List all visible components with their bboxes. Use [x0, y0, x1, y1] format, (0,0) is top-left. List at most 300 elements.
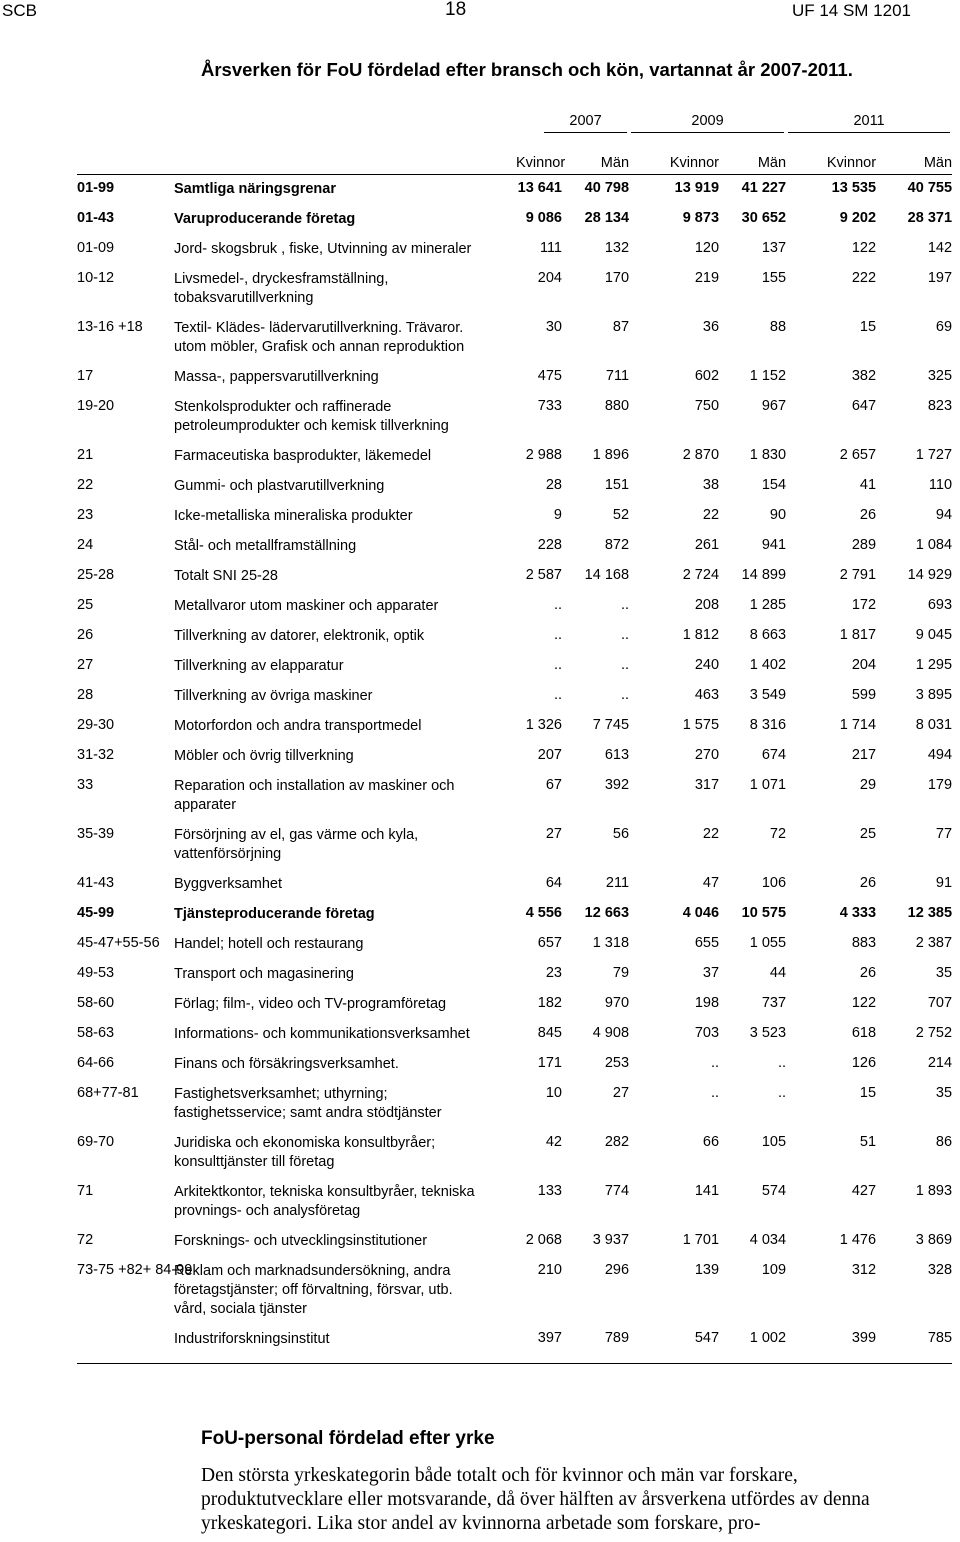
row-value: 211 — [605, 875, 630, 891]
row-value: 122 — [851, 240, 877, 256]
table-row — [77, 900, 952, 930]
row-value: 29 — [859, 777, 877, 793]
row-value: 109 — [761, 1262, 787, 1278]
row-code: 27 — [77, 657, 94, 673]
row-value: 35 — [935, 1085, 953, 1101]
row-label: Gummi- och plastvarutillverkning — [174, 478, 385, 494]
row-value: 4 034 — [749, 1232, 787, 1248]
row-code: 19-20 — [77, 398, 115, 414]
year-header: 2007 — [516, 103, 629, 139]
row-value: 674 — [761, 747, 787, 763]
row-code: 33 — [77, 777, 94, 793]
row-value: 15 — [859, 319, 877, 335]
row-value: 88 — [769, 319, 787, 335]
row-value: 1 084 — [915, 537, 953, 553]
row-value: 9 045 — [915, 627, 953, 643]
row-label: Möbler och övrig tillverkning — [174, 748, 354, 764]
row-value: 733 — [537, 398, 562, 414]
table-row — [77, 472, 952, 502]
row-code: 58-60 — [77, 995, 115, 1011]
row-value: 47 — [702, 875, 720, 891]
row-value: 204 — [537, 270, 562, 286]
table-row — [77, 742, 952, 772]
row-value: 547 — [694, 1330, 720, 1346]
row-value: .. — [777, 1085, 787, 1101]
row-label: Tillverkning av elapparatur — [174, 658, 344, 674]
row-code: 17 — [77, 368, 94, 384]
row-value: 37 — [702, 965, 720, 981]
row-value: 26 — [859, 965, 877, 981]
row-value: 270 — [694, 747, 720, 763]
row-value: 3 937 — [592, 1232, 630, 1248]
row-label: Förlag; film-, video och TV-programföretag — [174, 996, 447, 1012]
row-value: 618 — [851, 1025, 877, 1041]
row-value: 4 908 — [592, 1025, 630, 1041]
row-value: 1 893 — [915, 1183, 953, 1199]
row-value: 52 — [612, 507, 630, 523]
row-value: 7 745 — [592, 717, 630, 733]
row-label: Samtliga näringsgrenar — [174, 181, 336, 197]
row-value: 3 895 — [915, 687, 953, 703]
row-value: 69 — [935, 319, 953, 335]
row-value: 2 724 — [682, 567, 720, 583]
row-value: 22 — [702, 826, 720, 842]
table-row — [77, 314, 952, 363]
row-value: 8 663 — [749, 627, 787, 643]
row-value: 133 — [537, 1183, 562, 1199]
row-value: 4 333 — [839, 905, 877, 921]
row-label: Forsknings- och utvecklingsinstitutioner — [174, 1233, 428, 1249]
row-value: 28 — [545, 477, 562, 493]
row-value: 1 701 — [682, 1232, 720, 1248]
row-value: 774 — [604, 1183, 630, 1199]
row-value: 12 385 — [907, 905, 953, 921]
row-value: 1 285 — [749, 597, 787, 613]
row-value: .. — [553, 627, 562, 643]
row-label: Transport och magasinering — [174, 966, 354, 982]
year-header: 2009 — [629, 103, 786, 139]
table-row — [77, 1129, 952, 1178]
row-value: 26 — [859, 507, 877, 523]
row-value: 40 755 — [907, 180, 953, 196]
row-label: Stål- och metallframställning — [174, 538, 357, 554]
row-label: Varuproducerande företag — [174, 211, 356, 227]
row-value: 66 — [702, 1134, 720, 1150]
row-value: 214 — [927, 1055, 953, 1071]
row-value: 789 — [604, 1330, 630, 1346]
row-value: 219 — [694, 270, 720, 286]
row-code: 01-99 — [77, 180, 115, 196]
section-title: FoU-personal fördelad efter yrke — [201, 1428, 495, 1449]
row-value: 14 899 — [741, 567, 787, 583]
table-title: Årsverken för FoU fördelad efter bransch och kön, vartannat år 2007-2011. — [201, 59, 853, 80]
header-report-id: UF 14 SM 1201 — [791, 1, 911, 20]
row-value: 51 — [859, 1134, 877, 1150]
row-value: 110 — [928, 477, 953, 493]
row-value: 13 535 — [831, 180, 877, 196]
row-value: 41 — [859, 477, 877, 493]
table-row — [77, 1020, 952, 1050]
row-value: 9 873 — [682, 210, 720, 226]
row-value: 2 068 — [525, 1232, 562, 1248]
year-header: 2011 — [786, 103, 952, 139]
row-value: 23 — [545, 965, 562, 981]
row-label: Metallvaror utom maskiner och apparater — [174, 598, 439, 614]
row-value: 9 086 — [525, 210, 562, 226]
row-value: 86 — [935, 1134, 953, 1150]
row-value: .. — [620, 657, 630, 673]
row-value: 282 — [604, 1134, 630, 1150]
row-label: Icke-metalliska mineraliska produkter — [174, 508, 413, 524]
year-header-row — [77, 103, 952, 139]
row-value: 703 — [694, 1025, 720, 1041]
row-code: 68+77-81 — [77, 1085, 139, 1101]
row-value: 1 817 — [839, 627, 877, 643]
gender-header: Män — [923, 155, 953, 171]
row-value: 210 — [537, 1262, 562, 1278]
row-value: 1 002 — [749, 1330, 787, 1346]
row-value: 30 652 — [741, 210, 787, 226]
row-label: Livsmedel-, dryckesframställning, tobaksvarutillverkning — [174, 271, 389, 306]
row-value: 1 575 — [682, 717, 720, 733]
row-code: 25 — [77, 597, 94, 613]
table-row — [77, 821, 952, 870]
table-row — [77, 1325, 952, 1364]
row-value: 25 — [859, 826, 877, 842]
row-value: 154 — [761, 477, 787, 493]
row-value: 14 929 — [907, 567, 953, 583]
row-code: 24 — [77, 537, 94, 553]
row-value: 2 791 — [839, 567, 877, 583]
row-value: 12 663 — [584, 905, 630, 921]
table-row — [77, 363, 952, 393]
row-value: 1 476 — [839, 1232, 877, 1248]
row-code: 23 — [77, 507, 94, 523]
table-row — [77, 682, 952, 712]
row-value: 72 — [769, 826, 787, 842]
row-code: 21 — [77, 447, 94, 463]
row-value: 15 — [859, 1085, 877, 1101]
row-value: 30 — [545, 319, 562, 335]
table-row — [77, 175, 952, 206]
row-value: 27 — [612, 1085, 630, 1101]
row-label: Tillverkning av datorer, elektronik, optik — [174, 628, 425, 644]
row-value: 317 — [694, 777, 720, 793]
row-value: 172 — [851, 597, 877, 613]
table-row — [77, 1227, 952, 1257]
row-value: 785 — [927, 1330, 953, 1346]
row-value: 602 — [694, 368, 720, 384]
row-value: 1 714 — [839, 717, 877, 733]
gender-header-row — [77, 139, 952, 175]
row-value: 9 202 — [839, 210, 877, 226]
row-value: 574 — [761, 1183, 787, 1199]
row-value: 132 — [604, 240, 630, 256]
row-value: 179 — [927, 777, 953, 793]
row-value: 27 — [545, 826, 562, 842]
row-label: Tjänsteproducerande företag — [174, 906, 375, 922]
table-row — [77, 502, 952, 532]
row-value: 40 798 — [584, 180, 630, 196]
row-value: 170 — [604, 270, 630, 286]
row-value: 120 — [694, 240, 720, 256]
row-value: 197 — [927, 270, 953, 286]
row-value: 872 — [604, 537, 630, 553]
row-value: 155 — [761, 270, 787, 286]
gender-header: Kvinnor — [669, 155, 720, 171]
row-value: 707 — [927, 995, 953, 1011]
row-code: 25-28 — [77, 567, 115, 583]
table-row — [77, 772, 952, 821]
row-value: 382 — [851, 368, 877, 384]
gender-header: Män — [757, 155, 787, 171]
table-row — [77, 205, 952, 235]
row-value: 204 — [851, 657, 877, 673]
row-value: 198 — [694, 995, 720, 1011]
table-body — [77, 103, 952, 1364]
row-value: 2 988 — [525, 447, 562, 463]
row-value: 126 — [851, 1055, 877, 1071]
row-value: 122 — [851, 995, 877, 1011]
row-code: 45-47+55-56 — [77, 935, 160, 951]
row-value: 106 — [761, 875, 787, 891]
row-value: 22 — [702, 507, 720, 523]
row-value: 693 — [927, 597, 953, 613]
row-value: 13 641 — [517, 180, 562, 196]
row-value: 970 — [604, 995, 630, 1011]
row-value: 141 — [694, 1183, 720, 1199]
row-value: 657 — [537, 935, 562, 951]
row-code: 64-66 — [77, 1055, 115, 1071]
table-row — [77, 562, 952, 592]
row-value: .. — [777, 1055, 787, 1071]
row-value: 296 — [604, 1262, 630, 1278]
row-code: 28 — [77, 687, 94, 703]
row-code: 22 — [77, 477, 94, 493]
row-label: Försörjning av el, gas värme och kyla, vattenförsörjning — [174, 827, 419, 862]
row-value: 1 830 — [749, 447, 787, 463]
row-value: 26 — [859, 875, 877, 891]
row-value: 883 — [851, 935, 877, 951]
row-value: .. — [620, 627, 630, 643]
row-value: 90 — [769, 507, 787, 523]
header-publisher: SCB — [2, 1, 37, 20]
row-code: 01-43 — [77, 210, 115, 226]
rd-table — [77, 103, 952, 1364]
row-value: 222 — [851, 270, 877, 286]
row-value: 1 295 — [915, 657, 953, 673]
row-value: .. — [553, 597, 562, 613]
table-row — [77, 1257, 952, 1325]
row-value: 111 — [539, 240, 562, 256]
row-value: 1 326 — [525, 717, 562, 733]
table-row — [77, 1178, 952, 1227]
row-code: 31-32 — [77, 747, 115, 763]
row-value: 1 727 — [915, 447, 953, 463]
row-value: 823 — [927, 398, 953, 414]
row-value: 3 869 — [915, 1232, 953, 1248]
row-value: 41 227 — [741, 180, 787, 196]
row-label: Arkitektkontor, tekniska konsultbyråer, tekniska provnings- och analysföretag — [174, 1184, 475, 1219]
row-value: 208 — [694, 597, 720, 613]
row-value: 207 — [537, 747, 562, 763]
table-row — [77, 235, 952, 265]
table-row — [77, 393, 952, 442]
table-row — [77, 930, 952, 960]
row-value: .. — [553, 687, 562, 703]
row-value: 647 — [851, 398, 877, 414]
row-value: 599 — [851, 687, 877, 703]
row-value: 137 — [761, 240, 787, 256]
row-value: 182 — [537, 995, 562, 1011]
row-value: 2 657 — [839, 447, 877, 463]
row-value: 10 575 — [741, 905, 787, 921]
row-value: 475 — [537, 368, 562, 384]
table-row — [77, 990, 952, 1020]
gender-header: Kvinnor — [516, 155, 566, 171]
row-value: 253 — [604, 1055, 630, 1071]
row-value: 13 919 — [674, 180, 720, 196]
row-code: 71 — [77, 1183, 94, 1199]
gender-header: Kvinnor — [826, 155, 877, 171]
row-value: 8 316 — [749, 717, 787, 733]
table-row — [77, 442, 952, 472]
row-value: 28 371 — [907, 210, 953, 226]
row-label: Massa-, pappersvarutillverkning — [174, 369, 379, 385]
row-value: .. — [620, 687, 630, 703]
row-value: 105 — [761, 1134, 787, 1150]
row-value: 42 — [545, 1134, 562, 1150]
row-value: 845 — [537, 1025, 562, 1041]
row-label: Textil- Klädes- lädervarutillverkning. Trävaror. utom möbler, Grafisk och annan reproduktion — [174, 320, 465, 355]
row-value: 64 — [545, 875, 562, 891]
row-value: 44 — [769, 965, 787, 981]
row-code: 01-09 — [77, 240, 115, 256]
table-row — [77, 265, 952, 314]
row-value: .. — [620, 597, 630, 613]
row-label: Handel; hotell och restaurang — [174, 936, 364, 952]
row-value: 2 587 — [525, 567, 562, 583]
row-label: Tillverkning av övriga maskiner — [174, 688, 373, 704]
row-value: 217 — [851, 747, 877, 763]
row-label: Farmaceutiska basprodukter, läkemedel — [174, 448, 432, 464]
row-code: 10-12 — [77, 270, 115, 286]
row-label: Byggverksamhet — [174, 876, 282, 892]
row-value: 4 556 — [525, 905, 562, 921]
row-value: 328 — [927, 1262, 953, 1278]
table-row — [77, 532, 952, 562]
row-value: 312 — [851, 1262, 877, 1278]
row-value: 737 — [761, 995, 787, 1011]
row-value: 2 387 — [915, 935, 953, 951]
row-value: 1 896 — [592, 447, 630, 463]
row-value: 94 — [935, 507, 953, 523]
row-value: 36 — [702, 319, 720, 335]
row-value: 655 — [694, 935, 720, 951]
row-value: 1 152 — [749, 368, 787, 384]
row-value: 289 — [851, 537, 877, 553]
row-label: Finans och försäkringsverksamhet. — [174, 1056, 399, 1072]
table-row — [77, 1050, 952, 1080]
row-value: 35 — [935, 965, 953, 981]
row-value: 67 — [545, 777, 562, 793]
row-value: 38 — [702, 477, 720, 493]
table-row — [77, 592, 952, 622]
row-value: .. — [710, 1085, 720, 1101]
row-value: 880 — [604, 398, 630, 414]
row-code: 26 — [77, 627, 94, 643]
row-value: 56 — [612, 826, 630, 842]
row-label: Informations- och kommunikationsverksamhet — [174, 1026, 470, 1042]
page-number: 18 — [445, 0, 467, 20]
table-row — [77, 960, 952, 990]
row-value: 397 — [537, 1330, 562, 1346]
row-label: Stenkolsprodukter och raffinerade petroleumprodukter och kemisk tillverkning — [174, 399, 449, 434]
row-value: 77 — [935, 826, 953, 842]
row-value: 427 — [851, 1183, 877, 1199]
row-value: 1 055 — [749, 935, 787, 951]
row-value: 10 — [545, 1085, 562, 1101]
row-value: 240 — [694, 657, 720, 673]
row-label: Reklam och marknadsundersökning, andra företagstjänster; off förvaltning, försvar, utb. vård, sociala tjänster — [174, 1263, 453, 1317]
row-value: 9 — [553, 507, 562, 523]
row-code: 49-53 — [77, 965, 115, 981]
row-value: 87 — [612, 319, 630, 335]
row-label: Fastighetsverksamhet; uthyrning; fastighetsservice; samt andra stödtjänster — [174, 1086, 442, 1121]
row-value: 750 — [694, 398, 720, 414]
row-code: 29-30 — [77, 717, 115, 733]
row-value: 613 — [604, 747, 630, 763]
row-code: 69-70 — [77, 1134, 115, 1150]
row-value: 1 318 — [592, 935, 630, 951]
row-value: 967 — [761, 398, 787, 414]
row-value: 1 071 — [749, 777, 787, 793]
row-value: 392 — [604, 777, 630, 793]
row-value: 151 — [604, 477, 630, 493]
row-code: 41-43 — [77, 875, 115, 891]
table-row — [77, 652, 952, 682]
row-value: 1 812 — [682, 627, 720, 643]
row-value: 2 870 — [682, 447, 720, 463]
row-value: 28 134 — [584, 210, 630, 226]
row-code: 58-63 — [77, 1025, 115, 1041]
gender-header: Män — [600, 155, 630, 171]
row-value: 941 — [761, 537, 787, 553]
row-value: 79 — [612, 965, 630, 981]
row-label: Industriforskningsinstitut — [174, 1331, 330, 1347]
row-value: 14 168 — [584, 567, 630, 583]
row-value: 3 523 — [749, 1025, 787, 1041]
table-row — [77, 1080, 952, 1129]
row-value: 171 — [537, 1055, 562, 1071]
table-row — [77, 622, 952, 652]
row-value: 228 — [537, 537, 562, 553]
row-code: 35-39 — [77, 826, 115, 842]
row-value: 463 — [694, 687, 720, 703]
row-value: 494 — [927, 747, 953, 763]
row-code: 13-16 +18 — [77, 319, 143, 335]
row-label: Jord- skogsbruk , fiske, Utvinning av mineraler — [174, 241, 472, 257]
table-row — [77, 870, 952, 900]
row-label: Totalt SNI 25-28 — [174, 568, 278, 584]
row-value: 711 — [605, 368, 630, 384]
section-body-text: Den största yrkeskategorin både totalt och för kvinnor och män var forskare, produktutvecklare eller motsvarande, då över hälften av årsverkena utfördes av denna yrkeskategori. Lika stor andel av kvinnorna arbetade som forskare, pro- — [201, 1465, 870, 1534]
row-code: 45-99 — [77, 905, 115, 921]
table-row — [77, 712, 952, 742]
row-value: 8 031 — [915, 717, 953, 733]
row-value: 325 — [927, 368, 953, 384]
row-label: Reparation och installation av maskiner och apparater — [174, 778, 455, 813]
